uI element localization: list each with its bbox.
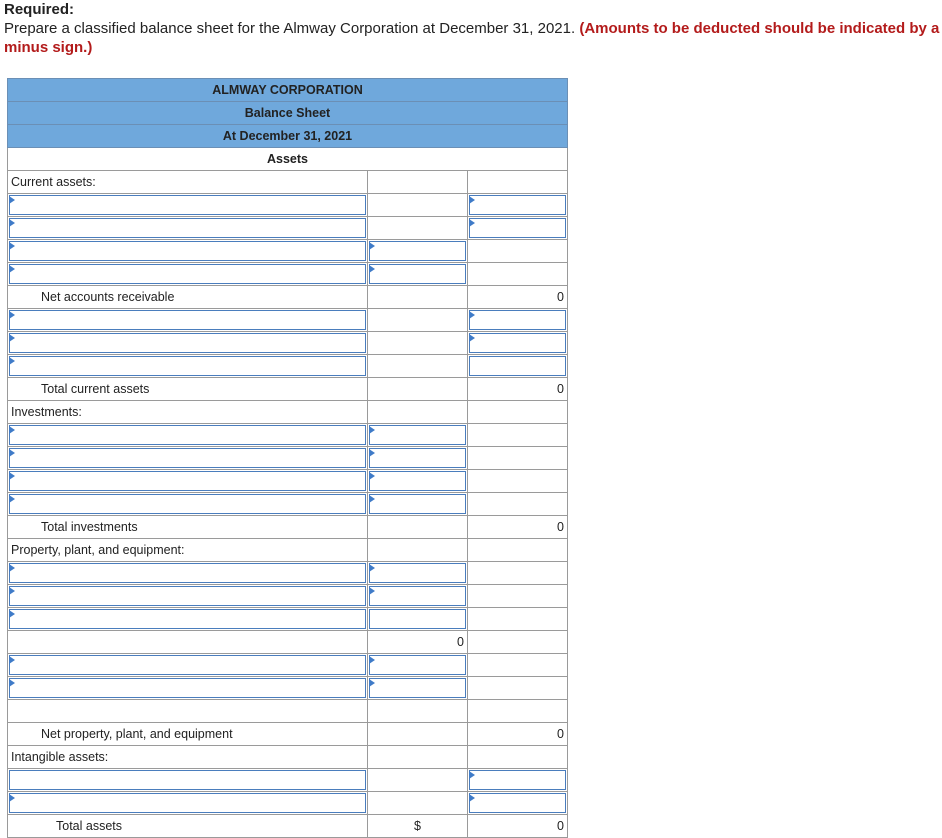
table-row (8, 654, 568, 677)
table-row (8, 585, 568, 608)
table-row (8, 401, 568, 424)
receivable-amount-input[interactable] (369, 241, 466, 261)
dropdown-flag-icon (369, 265, 375, 273)
dropdown-flag-icon (9, 495, 15, 503)
investment-label-input[interactable] (9, 448, 366, 468)
table-row (8, 286, 568, 309)
table-row (8, 171, 568, 194)
dropdown-flag-icon (369, 472, 375, 480)
dropdown-flag-icon (9, 311, 15, 319)
ppe-label-input[interactable] (9, 609, 366, 629)
table-row (8, 240, 568, 263)
current-asset-label-input[interactable] (9, 195, 366, 215)
dropdown-flag-icon (9, 610, 15, 618)
current-asset-label-input[interactable] (9, 218, 366, 238)
dropdown-flag-icon (369, 242, 375, 250)
table-row (8, 516, 568, 539)
required-label: Required: (4, 1, 75, 18)
current-asset-label-input[interactable] (9, 310, 366, 330)
dropdown-flag-icon (9, 196, 15, 204)
dropdown-flag-icon (469, 794, 475, 802)
table-row (8, 355, 568, 378)
table-row (8, 677, 568, 700)
ppe-label-input[interactable] (9, 678, 366, 698)
dropdown-flag-icon (369, 679, 375, 687)
current-asset-label-input[interactable] (9, 356, 366, 376)
table-row (8, 309, 568, 332)
dropdown-flag-icon (9, 587, 15, 595)
current-asset-amount-input[interactable] (469, 195, 566, 215)
dropdown-flag-icon (9, 794, 15, 802)
table-row (8, 424, 568, 447)
table-row (8, 194, 568, 217)
dropdown-flag-icon (469, 334, 475, 342)
dropdown-flag-icon (9, 357, 15, 365)
ppe-subtotal-value: 0 (368, 631, 468, 654)
table-row (8, 723, 568, 746)
net-ppe-value: 0 (468, 723, 568, 746)
instructions-text: Prepare a classified balance sheet for the Almway Corporation at December 31, 2021. (4, 20, 576, 37)
total-assets-value: 0 (468, 815, 568, 838)
total-current-assets-label: Total current assets (8, 378, 368, 401)
ppe-amount-input[interactable] (369, 655, 466, 675)
section-assets: Assets (8, 148, 568, 171)
receivable-label-input[interactable] (9, 241, 366, 261)
intangible-label-input[interactable] (9, 793, 366, 813)
total-investments-label: Total investments (8, 516, 368, 539)
dropdown-flag-icon (369, 495, 375, 503)
receivable-amount-input[interactable] (369, 264, 466, 284)
net-accounts-receivable-value: 0 (468, 286, 568, 309)
table-row (8, 217, 568, 240)
investment-label-input[interactable] (9, 494, 366, 514)
table-row (8, 470, 568, 493)
current-assets-heading: Current assets: (8, 171, 368, 194)
total-assets-currency: $ (368, 815, 468, 838)
instructions-note: (Amounts to be deducted should be indicated by a minus sign.) (4, 20, 940, 56)
investment-label-input[interactable] (9, 471, 366, 491)
current-asset-amount-input[interactable] (469, 310, 566, 330)
ppe-amount-input[interactable] (369, 609, 466, 629)
investments-heading: Investments: (8, 401, 368, 424)
table-row (8, 332, 568, 355)
table-row (8, 263, 568, 286)
dropdown-flag-icon (9, 679, 15, 687)
dropdown-flag-icon (369, 587, 375, 595)
intangible-amount-input[interactable] (469, 770, 566, 790)
table-row (8, 815, 568, 838)
dropdown-flag-icon (9, 449, 15, 457)
statement-date: At December 31, 2021 (8, 125, 568, 148)
dropdown-flag-icon (469, 196, 475, 204)
net-ppe-label: Net property, plant, and equipment (8, 723, 368, 746)
intangible-label-input[interactable] (9, 770, 366, 790)
total-investments-value: 0 (468, 516, 568, 539)
dropdown-flag-icon (469, 219, 475, 227)
ppe-label-input[interactable] (9, 655, 366, 675)
total-current-assets-value: 0 (468, 378, 568, 401)
investment-label-input[interactable] (9, 425, 366, 445)
dropdown-flag-icon (9, 426, 15, 434)
dropdown-flag-icon (9, 564, 15, 572)
dropdown-flag-icon (9, 219, 15, 227)
balance-sheet-table (7, 78, 568, 838)
ppe-amount-input[interactable] (369, 586, 466, 606)
investment-amount-input[interactable] (369, 494, 466, 514)
ppe-heading: Property, plant, and equipment: (8, 539, 368, 562)
investment-amount-input[interactable] (369, 448, 466, 468)
table-row (8, 631, 568, 654)
table-row (8, 769, 568, 792)
ppe-label-input[interactable] (9, 563, 366, 583)
table-row (8, 792, 568, 815)
dropdown-flag-icon (469, 311, 475, 319)
dropdown-flag-icon (369, 449, 375, 457)
table-row (8, 493, 568, 516)
table-row (8, 378, 568, 401)
current-asset-amount-input[interactable] (469, 333, 566, 353)
dropdown-flag-icon (469, 771, 475, 779)
table-row (8, 608, 568, 631)
instructions (4, 0, 940, 57)
dropdown-flag-icon (9, 265, 15, 273)
dropdown-flag-icon (369, 564, 375, 572)
intangible-amount-input[interactable] (469, 793, 566, 813)
table-row (8, 447, 568, 470)
table-row (8, 700, 568, 723)
ppe-amount-input[interactable] (369, 563, 466, 583)
investment-amount-input[interactable] (369, 471, 466, 491)
dropdown-flag-icon (369, 656, 375, 664)
dropdown-flag-icon (9, 656, 15, 664)
company-name: ALMWAY CORPORATION (8, 79, 568, 102)
current-asset-amount-input[interactable] (469, 356, 566, 376)
table-row (8, 539, 568, 562)
receivable-label-input[interactable] (9, 264, 366, 284)
current-asset-label-input[interactable] (9, 333, 366, 353)
total-assets-label: Total assets (8, 815, 368, 838)
intangible-assets-heading: Intangible assets: (8, 746, 368, 769)
ppe-label-input[interactable] (9, 586, 366, 606)
investment-amount-input[interactable] (369, 425, 466, 445)
ppe-amount-input[interactable] (369, 678, 466, 698)
dropdown-flag-icon (9, 334, 15, 342)
dropdown-flag-icon (9, 472, 15, 480)
table-row (8, 746, 568, 769)
dropdown-flag-icon (369, 426, 375, 434)
current-asset-amount-input[interactable] (469, 218, 566, 238)
statement-title: Balance Sheet (8, 102, 568, 125)
net-accounts-receivable-label: Net accounts receivable (8, 286, 368, 309)
table-row (8, 562, 568, 585)
dropdown-flag-icon (9, 242, 15, 250)
